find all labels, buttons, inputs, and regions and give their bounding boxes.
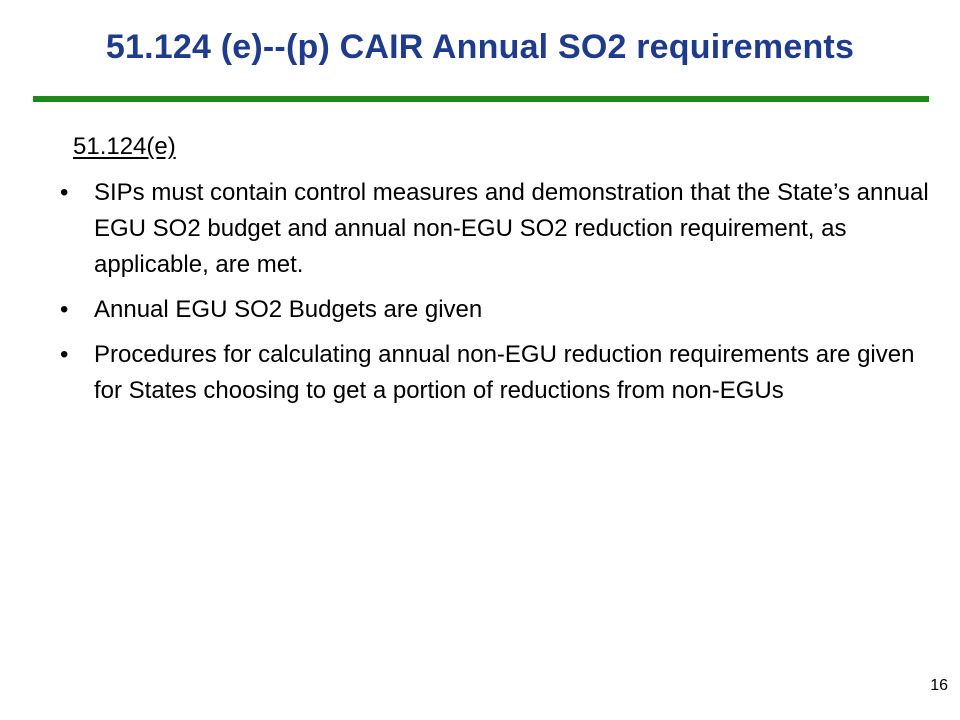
bullet-icon: • xyxy=(60,179,69,206)
bullet-text: Procedures for calculating annual non-EGU reduction requirements are given for States choosing to get a portion of reductions from non-EGUs xyxy=(94,341,915,404)
bullet-item xyxy=(60,175,930,283)
title-divider xyxy=(33,96,929,102)
section-heading: 51.124(e) xyxy=(73,133,176,160)
bullet-text: SIPs must contain control measures and demonstration that the State’s annual EGU SO2 budget and annual non-EGU SO2 reduction requirement, as applicable, are met. xyxy=(94,179,929,278)
slide-title: 51.124 (e)--(p) CAIR Annual SO2 requirements xyxy=(105,28,855,66)
bullet-item xyxy=(60,337,930,409)
bullet-text: Annual EGU SO2 Budgets are given xyxy=(94,296,483,323)
bullet-icon: • xyxy=(60,341,69,368)
bullet-icon: • xyxy=(60,296,69,323)
bullet-item xyxy=(60,292,930,328)
bullet-list xyxy=(60,175,930,418)
page-number: 16 xyxy=(930,677,948,694)
